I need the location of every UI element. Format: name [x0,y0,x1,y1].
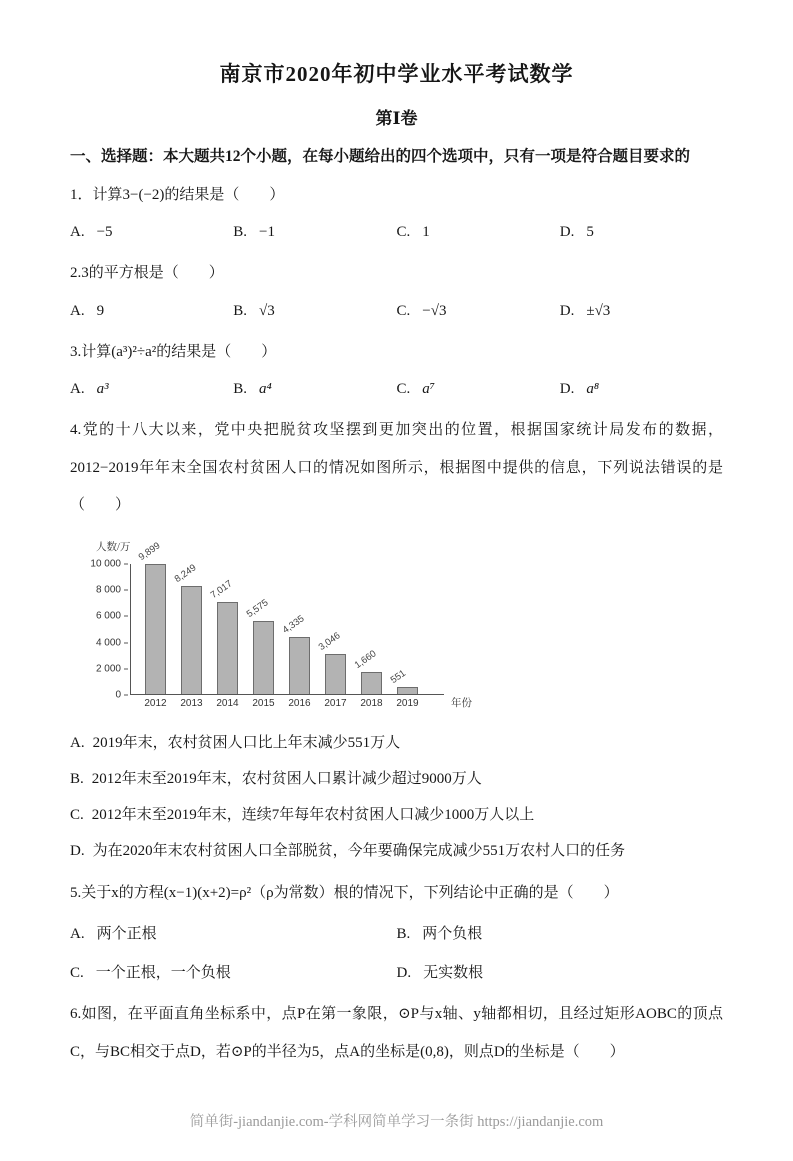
question-6 [70,996,723,1071]
question-2-option-d [560,303,723,320]
question-1-option-a [70,224,233,241]
bar-2017 [316,630,347,709]
question-1-option-b [233,224,396,241]
y-tick-label: 0 [115,689,121,701]
y-tick-label: 10 000 [90,558,121,570]
option-label: C. [70,806,84,823]
option-text: a⁸ [586,381,600,398]
bar-2018 [352,648,383,709]
bar-2014 [208,578,239,709]
option-label: A. [70,381,85,398]
bar-2016 [280,613,311,709]
option-label: D. [70,842,85,859]
question-4-option-c [70,803,723,824]
option-text: a⁷ [422,381,435,398]
bar-category-label: 2013 [180,697,203,709]
y-tick-label: 6 000 [95,610,121,622]
question-4 [70,412,723,860]
bar-2013 [172,562,203,709]
question-6-stem: 6.如图，在平面直角坐标系中，点P在第一象限，⊙P与x轴、y轴都相切，且经过矩形AOBC的顶点C，与BC相交于点D，若⊙P的半径为5，点A的坐标是(0,8)，则点D的坐标是（ ） [70,1006,723,1060]
question-4-options [70,731,723,860]
option-label: A. [70,302,85,319]
question-4-option-b [70,767,723,788]
page-title: 南京市2020年初中学业水平考试数学 [219,62,574,86]
chart-x-axis-label: 年份 [451,697,472,709]
option-text: −5 [96,224,113,241]
question-5-option-b [397,922,724,943]
option-label: B. [396,926,411,943]
bar-value-label: 9,899 [136,540,163,563]
bar-value-label: 551 [388,667,408,686]
bar-value-label: 5,575 [244,597,271,620]
option-text: 5 [586,224,594,241]
question-1-options [70,224,723,241]
option-label: B. [233,224,248,241]
chart-y-axis [84,558,130,701]
question-3-stem: 3.计算(a³)²÷a²的结果是（ ） [70,343,277,360]
poverty-bar-chart [84,539,524,709]
option-text: 2012年末至2019年末，农村贫困人口累计减少超过9000万人 [91,770,482,787]
question-4-option-d [70,839,723,860]
bar-category-label: 2014 [216,697,239,709]
question-3 [70,334,723,399]
question-5-option-a [70,922,397,943]
bar-value-label: 1,660 [352,648,379,671]
option-label: A. [70,734,85,751]
question-2 [70,255,723,320]
option-text: ±√3 [586,302,611,319]
option-label: C. [70,965,84,982]
question-3-option-b [233,381,396,398]
option-text: 为在2020年末农村贫困人口全部脱贫，今年要确保完成减少551万农村人口的任务 [92,842,626,859]
question-5-options [70,922,723,982]
option-text: 两个负根 [422,926,483,943]
question-1-option-d [560,224,723,241]
option-text: 一个正根，一个负根 [95,965,231,982]
option-label: D. [559,381,575,398]
option-label: C. [396,302,411,319]
question-1-stem: 1．计算3−(−2)的结果是（ ） [70,186,285,203]
question-3-option-a [70,381,233,398]
question-1 [70,177,723,242]
section-header: 一、选择题：本大题共12个小题，在每小题给出的四个选项中，只有一项是符合题目要求的 [70,148,691,165]
question-3-option-d [560,381,723,398]
y-tick-label: 2 000 [95,663,121,675]
option-text: 1 [422,224,430,241]
option-label: A. [70,926,85,943]
question-5-option-c [70,961,397,982]
chart-y-axis-label: 人数/万 [96,541,131,553]
question-2-option-a [70,303,233,320]
option-text: a⁴ [259,381,272,398]
chart-plot-area [130,540,444,709]
bar-2015 [244,597,275,709]
option-label: C. [396,224,411,241]
bar-category-label: 2019 [396,697,419,709]
bar-category-label: 2016 [288,697,311,709]
y-tick-label: 4 000 [95,637,121,649]
option-text: 2019年末，农村贫困人口比上年末减少551万人 [92,734,401,751]
option-label: D. [559,302,575,319]
question-1-option-c [397,224,560,241]
option-text: 两个正根 [96,926,157,943]
option-text: −√3 [422,302,447,319]
bar-value-label: 8,249 [172,562,199,585]
option-text: √3 [259,302,275,319]
question-5-option-d [397,961,724,982]
option-text: 2012年末至2019年末，连续7年每年农村贫困人口减少1000万人以上 [91,806,535,823]
question-2-stem: 2.3的平方根是（ ） [70,265,224,282]
part-title: 第Ⅰ卷 [375,109,418,128]
option-label: A. [70,224,85,241]
option-text: a³ [96,381,109,398]
bar-category-label: 2018 [360,697,383,709]
bar-category-label: 2015 [252,697,275,709]
question-4-stem: 4.党的十八大以来，党中央把脱贫攻坚摆到更加突出的位置，根据国家统计局发布的数据，2012−2019年年末全国农村贫困人口的情况如图所示，根据图中提供的信息，下列说法错误的是（ ） [70,422,723,514]
bar-category-label: 2012 [144,697,167,709]
bar-2012 [136,540,167,709]
question-5 [70,875,723,983]
option-label: B. [70,770,84,787]
question-5-stem: 5.关于x的方程(x−1)(x+2)=ρ²（ρ为常数）根的情况下，下列结论中正确的是（ ） [70,884,619,901]
option-label: B. [233,381,248,398]
question-2-options [70,303,723,320]
bar-2019 [388,667,419,709]
option-text: 9 [96,302,105,319]
question-3-options [70,381,723,398]
bar-value-label: 4,335 [280,613,307,636]
question-4-option-a [70,731,723,752]
y-tick-label: 8 000 [95,584,121,596]
bar-value-label: 7,017 [208,578,235,601]
bar-category-label: 2017 [324,697,347,709]
option-label: B. [233,302,248,319]
question-2-option-b [233,303,396,320]
bar-value-label: 3,046 [316,630,343,653]
option-label: D. [559,224,575,241]
question-2-option-c [397,303,560,320]
option-text: 无实数根 [423,965,484,982]
option-label: C. [396,381,411,398]
option-text: −1 [259,224,275,241]
option-label: D. [396,965,412,982]
question-3-option-c [397,381,560,398]
footer-watermark: 简单街-jiandanjie.com-学科网简单学习一条街 https://jiandanjie.com [189,1114,604,1131]
